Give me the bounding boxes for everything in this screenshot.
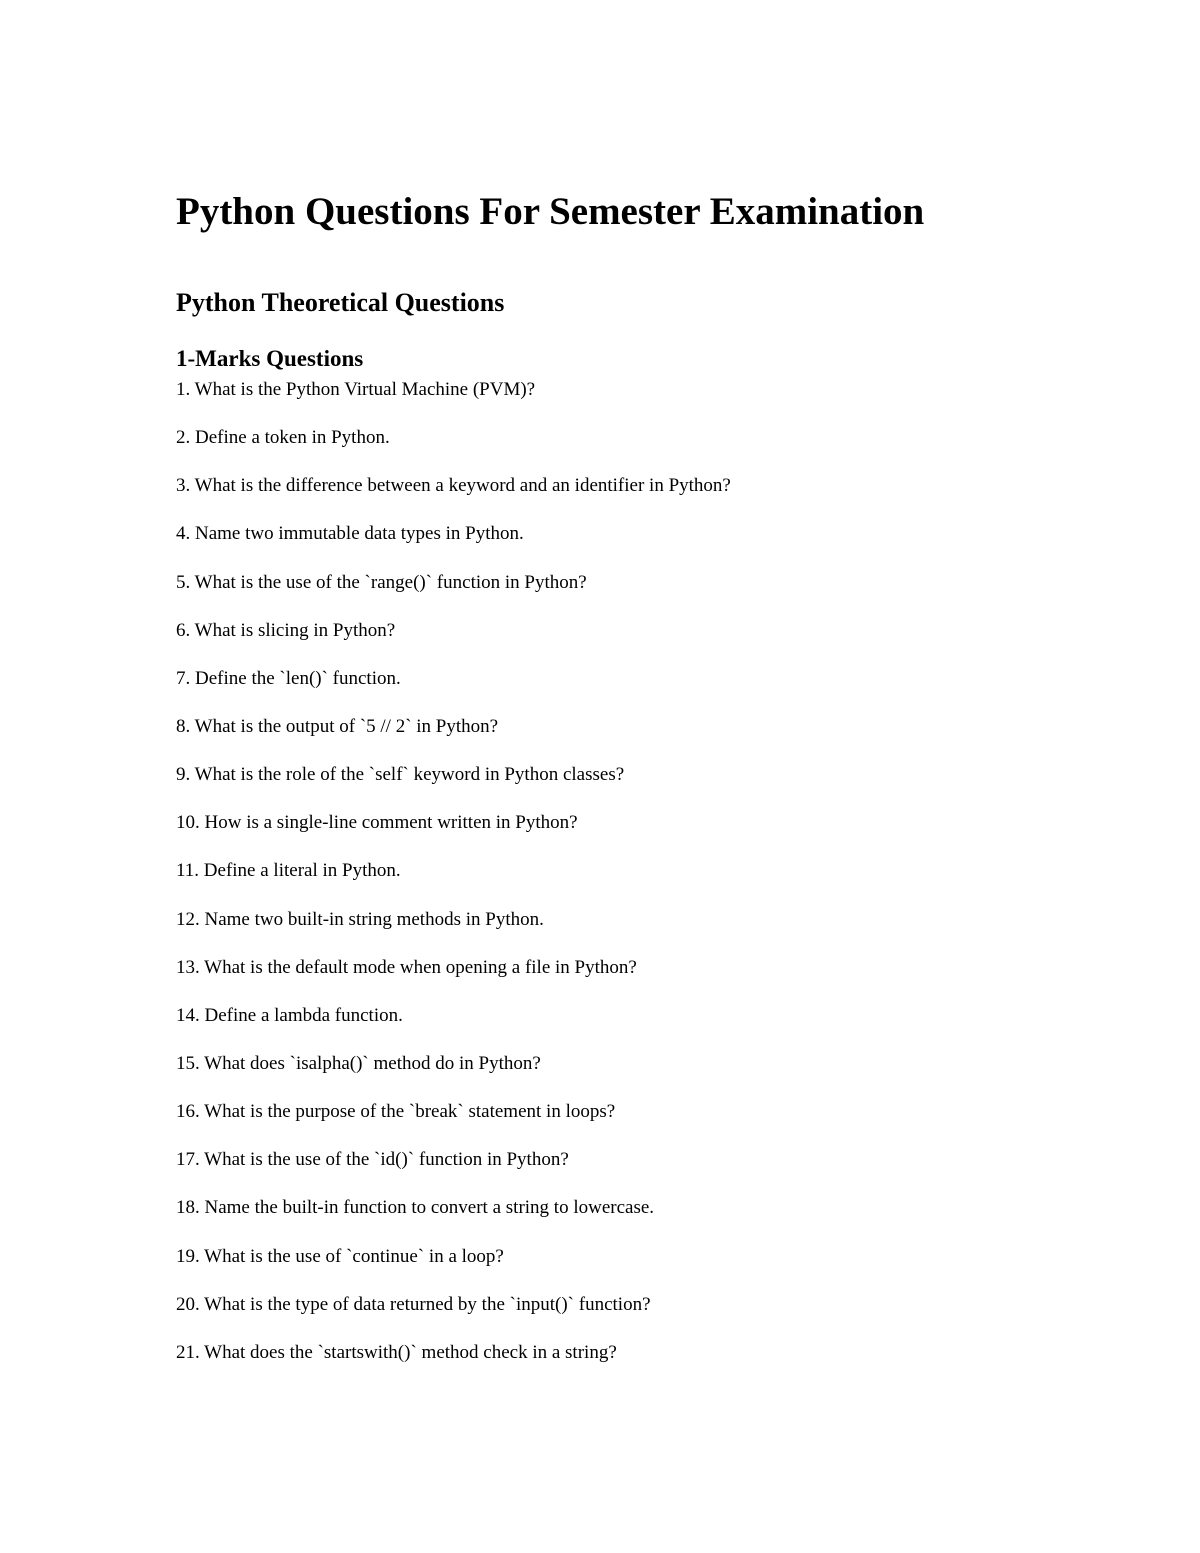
question-item: 16. What is the purpose of the `break` statement in loops?	[176, 1101, 616, 1123]
section-title: Python Theoretical Questions	[176, 288, 505, 317]
question-item: 1. What is the Python Virtual Machine (PVM)?	[176, 379, 536, 400]
question-item: 8. What is the output of `5 // 2` in Python?	[176, 715, 499, 737]
question-item: 11. Define a literal in Python.	[176, 860, 401, 882]
question-item: 3. What is the difference between a keyword and an identifier in Python?	[176, 475, 731, 497]
question-item: 15. What does `isalpha()` method do in Python?	[176, 1052, 541, 1074]
question-item: 6. What is slicing in Python?	[176, 619, 396, 641]
question-item: 2. Define a token in Python.	[176, 427, 390, 449]
question-item: 17. What is the use of the `id()` function in Python?	[176, 1149, 569, 1171]
question-list	[176, 375, 1136, 1386]
question-item: 14. Define a lambda function.	[176, 1004, 403, 1026]
question-item: 21. What does the `startswith()` method check in a string?	[176, 1341, 617, 1363]
question-item: 12. Name two built-in string methods in Python.	[176, 908, 544, 930]
question-item: 20. What is the type of data returned by the `input()` function?	[176, 1293, 651, 1315]
question-item: 7. Define the `len()` function.	[176, 667, 401, 689]
question-item: 10. How is a single-line comment written in Python?	[176, 812, 578, 834]
question-item: 18. Name the built-in function to convert a string to lowercase.	[176, 1197, 655, 1219]
subsection-title: 1-Marks Questions	[176, 346, 364, 371]
question-item: 4. Name two immutable data types in Python.	[176, 523, 524, 545]
document-title: Python Questions For Semester Examination	[176, 190, 925, 233]
question-item: 5. What is the use of the `range()` function in Python?	[176, 571, 587, 593]
question-item: 19. What is the use of `continue` in a loop?	[176, 1245, 504, 1267]
question-item: 9. What is the role of the `self` keyword in Python classes?	[176, 764, 625, 786]
question-item: 13. What is the default mode when opening a file in Python?	[176, 956, 637, 978]
